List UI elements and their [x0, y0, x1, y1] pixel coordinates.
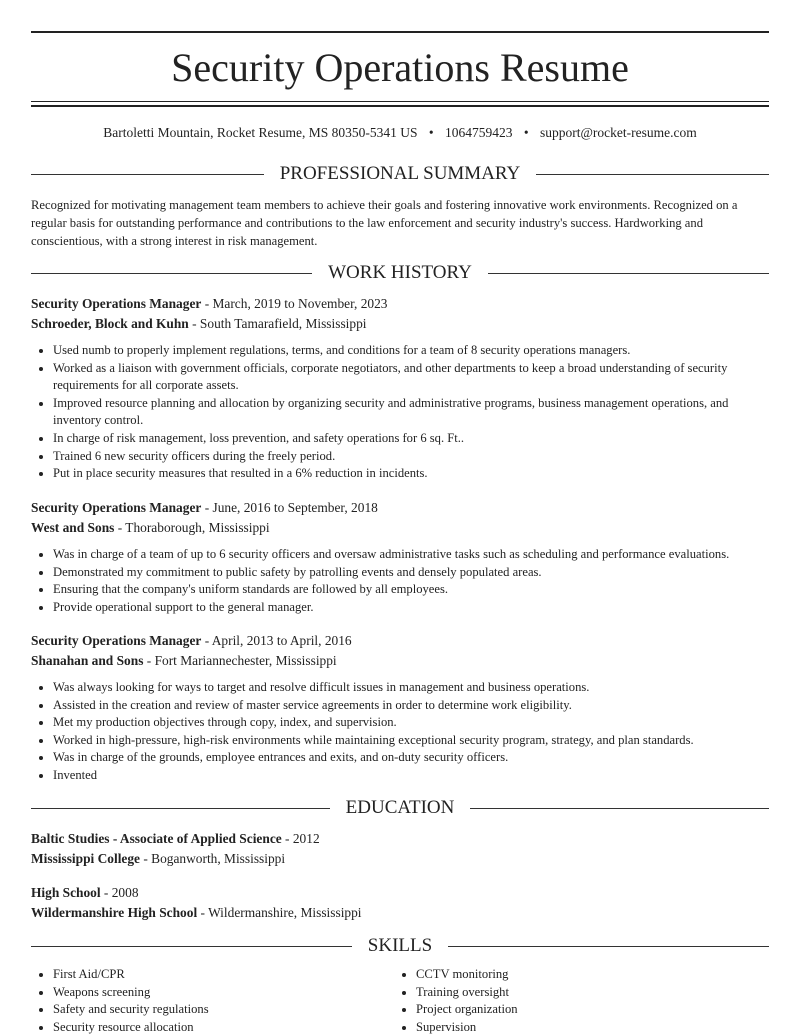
list-item: • Trained 6 new security officers during the freely period. [53, 448, 769, 466]
section-title: PROFESSIONAL SUMMARY [279, 163, 521, 184]
top-rule-divider [31, 31, 769, 33]
heading-rule-right [448, 946, 769, 947]
list-item: • In charge of risk management, loss prevention, and safety operations for 6 sq. Ft.. [53, 430, 769, 448]
job-bullets [31, 342, 769, 483]
heading-rule-right [470, 808, 769, 809]
school-location: - Boganworth, Mississippi [140, 851, 286, 866]
section-title: WORK HISTORY [328, 262, 472, 283]
list-item: • Was in charge of a team of up to 6 security officers and oversaw administrative tasks such as scheduling and performance evaluations. [53, 546, 769, 564]
job-location: - Fort Mariannechester, Mississippi [143, 653, 337, 668]
skill-item: • Security resource allocation [53, 1019, 394, 1036]
list-item: • Worked in high-pressure, high-risk environments while maintaining exceptional security program, strategy, and plan standards. [53, 732, 769, 750]
job-dates: - April, 2013 to April, 2016 [201, 633, 352, 648]
heading-rule-left [31, 273, 312, 274]
skill-item: • Safety and security regulations [53, 1001, 394, 1019]
education-entry [31, 829, 769, 869]
degree: High School [31, 885, 101, 900]
list-item: • Demonstrated my commitment to public safety by patrolling events and densely populated areas. [53, 564, 769, 582]
job-title-line [31, 631, 769, 651]
list-item: • Ensuring that the company's uniform standards are followed by all employees. [53, 581, 769, 599]
education-entry [31, 883, 769, 923]
job-title-line [31, 498, 769, 518]
summary-text: Recognized for motivating management team members to achieve their goals and fostering innovative work environments. Recognized on a regular basis for outstanding performance and contributions to the law enforcement and security industry's success. Hardworking and conscientious, with a strong interest in risk management. [31, 198, 738, 248]
job-dates: - March, 2019 to November, 2023 [201, 296, 388, 311]
school-line [31, 849, 769, 869]
section-title: SKILLS [367, 935, 433, 956]
skills-list-left [31, 966, 394, 1036]
list-item: • Was in charge of the grounds, employee entrances and exits, and on-duty security officers. [53, 749, 769, 767]
contact-phone: 1064759423 [444, 125, 513, 140]
list-item: • Was always looking for ways to target and resolve difficult issues in management and business operations. [53, 679, 769, 697]
degree: Baltic Studies - Associate of Applied Science [31, 831, 282, 846]
graduation-year: - 2012 [281, 831, 320, 846]
skills-list-right [394, 966, 757, 1036]
section-heading-skills [31, 935, 769, 957]
job-location: - South Tamarafield, Mississippi [188, 316, 367, 331]
job-company-line [31, 651, 769, 671]
job-title-line [31, 294, 769, 314]
list-item: • Used numb to properly implement regulations, terms, and conditions for a team of 8 security operations managers. [53, 342, 769, 360]
skill-item: • Weapons screening [53, 984, 394, 1002]
list-item: • Met my production objectives through copy, index, and supervision. [53, 714, 769, 732]
bullet-separator: • [428, 125, 434, 140]
section-title: EDUCATION [345, 797, 455, 818]
school-name: Mississippi College [31, 851, 140, 866]
list-item: • Improved resource planning and allocation by organizing security and administrative programs, business management operations, and inventory control. [53, 395, 769, 430]
list-item: • Invented [53, 767, 769, 785]
list-item: • Put in place security measures that resulted in a 6% reduction in incidents. [53, 465, 769, 483]
skill-item: • Supervision [416, 1019, 757, 1036]
degree-line [31, 829, 769, 849]
heading-rule-left [31, 174, 264, 175]
job-company-line [31, 314, 769, 334]
skill-item: • CCTV monitoring [416, 966, 757, 984]
job-title: Security Operations Manager [31, 500, 202, 515]
contact-email: support@rocket-resume.com [539, 125, 697, 140]
section-heading-work-history [31, 262, 769, 284]
resume-title: Security Operations Resume [171, 45, 629, 90]
bullet-separator: • [523, 125, 529, 140]
job-bullets [31, 679, 769, 785]
contact-line [0, 124, 800, 142]
heading-rule-right [488, 273, 769, 274]
job-entry [31, 631, 769, 785]
section-heading-summary [31, 163, 769, 185]
school-location: - Wildermanshire, Mississippi [197, 905, 362, 920]
job-dates: - June, 2016 to September, 2018 [201, 500, 378, 515]
title-rule-thin [31, 101, 769, 102]
job-entry [31, 498, 769, 616]
title-rule-thick [31, 105, 769, 107]
job-company: Shanahan and Sons [31, 653, 144, 668]
section-heading-education [31, 797, 769, 819]
list-item: • Provide operational support to the general manager. [53, 599, 769, 617]
skills-columns [31, 966, 769, 1036]
contact-address: Bartoletti Mountain, Rocket Resume, MS 80350-5341 US [103, 125, 418, 140]
job-bullets [31, 546, 769, 616]
skill-item: • Project organization [416, 1001, 757, 1019]
job-title: Security Operations Manager [31, 296, 202, 311]
heading-rule-left [31, 946, 352, 947]
skill-item: • First Aid/CPR [53, 966, 394, 984]
heading-rule-right [536, 174, 769, 175]
school-line [31, 903, 769, 923]
job-company-line [31, 518, 769, 538]
job-entry [31, 294, 769, 483]
list-item: • Assisted in the creation and review of master service agreements in order to determine work eligibility. [53, 697, 769, 715]
job-title: Security Operations Manager [31, 633, 202, 648]
graduation-year: - 2008 [100, 885, 139, 900]
skill-item: • Training oversight [416, 984, 757, 1002]
job-company: Schroeder, Block and Kuhn [31, 316, 189, 331]
heading-rule-left [31, 808, 330, 809]
job-location: - Thoraborough, Mississippi [114, 520, 270, 535]
school-name: Wildermanshire High School [31, 905, 198, 920]
job-company: West and Sons [31, 520, 115, 535]
degree-line [31, 883, 769, 903]
list-item: • Worked as a liaison with government officials, corporate negotiators, and other departments to keep a broad understanding of security requirements for all corporate assets. [53, 360, 769, 395]
